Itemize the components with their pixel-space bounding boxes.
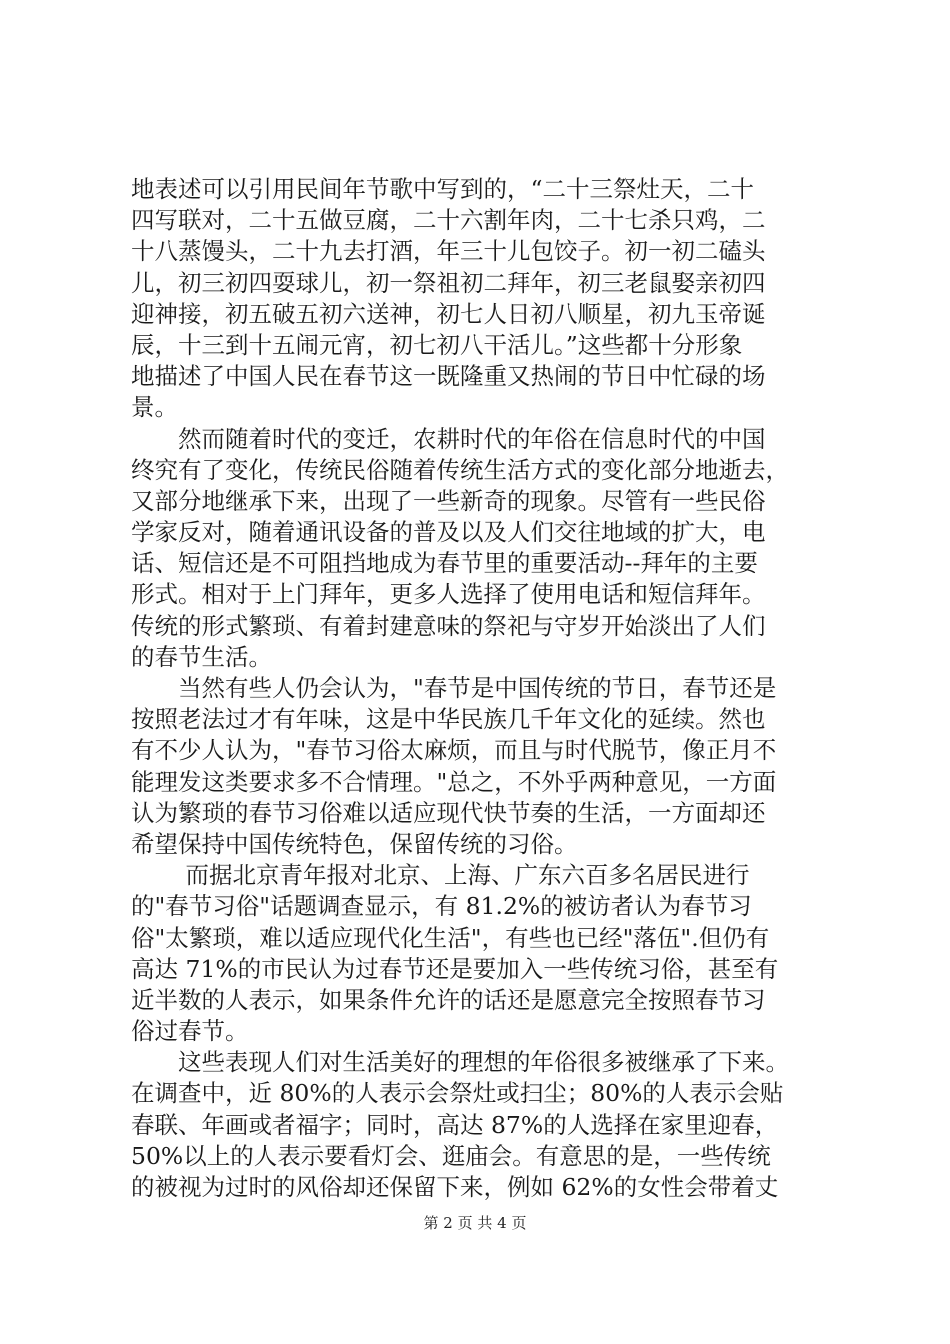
text-line: 终究有了变化，传统民俗随着传统生活方式的变化部分地逝去， <box>131 455 789 484</box>
text-line: 高达 71%的市民认为过春节还是要加入一些传统习俗，甚至有 <box>131 954 779 983</box>
text-line: 四写联对，二十五做豆腐，二十六割年肉，二十七杀只鸡，二 <box>131 206 766 235</box>
text-line: 又部分地继承下来，出现了一些新奇的现象。尽管有一些民俗 <box>131 486 766 515</box>
text-line: 传统的形式繁琐、有着封建意味的祭祀与守岁开始淡出了人们 <box>131 611 766 640</box>
text-line: 而据北京青年报对北京、上海、广东六百多名居民进行 <box>131 861 750 890</box>
text-line: 的"春节习俗"话题调查显示，有 81.2%的被访者认为春节习 <box>131 892 752 921</box>
text-line: 近半数的人表示，如果条件允许的话还是愿意完全按照春节习 <box>131 985 766 1014</box>
text-line: 俗过春节。 <box>131 1017 249 1046</box>
text-line: 希望保持中国传统特色，保留传统的习俗。 <box>131 829 578 858</box>
text-line: 学家反对，随着通讯设备的普及以及人们交往地域的扩大，电 <box>131 518 766 547</box>
text-line: 在调查中，近 80%的人表示会祭灶或扫尘；80%的人表示会贴 <box>131 1079 784 1108</box>
text-line: 有不少人认为，"春节习俗太麻烦，而且与时代脱节，像正月不 <box>131 736 777 765</box>
text-line: 认为繁琐的春节习俗难以适应现代快节奏的生活，一方面却还 <box>131 798 766 827</box>
body-text <box>131 174 843 1203</box>
text-line: 春联、年画或者福字；同时，高达 87%的人选择在家里迎春， <box>131 1110 779 1139</box>
text-line: 的被视为过时的风俗却还保留下来，例如 62%的女性会带着丈 <box>131 1173 779 1201</box>
text-line: 按照老法过才有年味，这是中华民族几千年文化的延续。然也 <box>131 705 766 734</box>
text-line: 50%以上的人表示要看灯会、逛庙会。有意思的是，一些传统 <box>131 1141 771 1170</box>
text-line: 话、短信还是不可阻挡地成为春节里的重要活动--拜年的主要 <box>131 549 758 578</box>
text-line: 的春节生活。 <box>131 642 272 671</box>
text-line: 然而随着时代的变迁，农耕时代的年俗在信息时代的中国 <box>131 424 766 453</box>
text-line: 俗"太繁琐，难以适应现代化生活"，有些也已经"落伍".但仍有 <box>131 923 770 952</box>
text-line: 这些表现人们对生活美好的理想的年俗很多被继承了下来。 <box>131 1048 789 1077</box>
text-line: 十八蒸馒头，二十九去打酒，年三十儿包饺子。初一初二磕头 <box>131 237 766 266</box>
text-line: 儿，初三初四耍球儿，初一祭祖初二拜年，初三老鼠娶亲初四 <box>131 268 766 297</box>
text-line: 迎神接，初五破五初六送神，初七人日初八顺星，初九玉帝诞 <box>131 299 766 328</box>
page-number-footer: 第 2 页 共 4 页 <box>423 1214 527 1232</box>
text-line: 能理发这类要求多不合情理。"总之，不外乎两种意见，一方面 <box>131 767 777 796</box>
text-line: 辰，十三到十五闹元宵，初七初八干活儿。”这些都十分形象 <box>131 330 743 359</box>
text-line: 地表述可以引用民间年节歌中写到的，“二十三祭灶天，二十 <box>131 175 755 203</box>
text-line: 形式。相对于上门拜年，更多人选择了使用电话和短信拜年。 <box>131 580 766 609</box>
text-line: 地描述了中国人民在春节这一既隆重又热闹的节日中忙碌的场 <box>131 362 766 391</box>
text-line: 当然有些人仍会认为，"春节是中国传统的节日，春节还是 <box>131 674 777 702</box>
text-line: 景。 <box>131 393 178 422</box>
